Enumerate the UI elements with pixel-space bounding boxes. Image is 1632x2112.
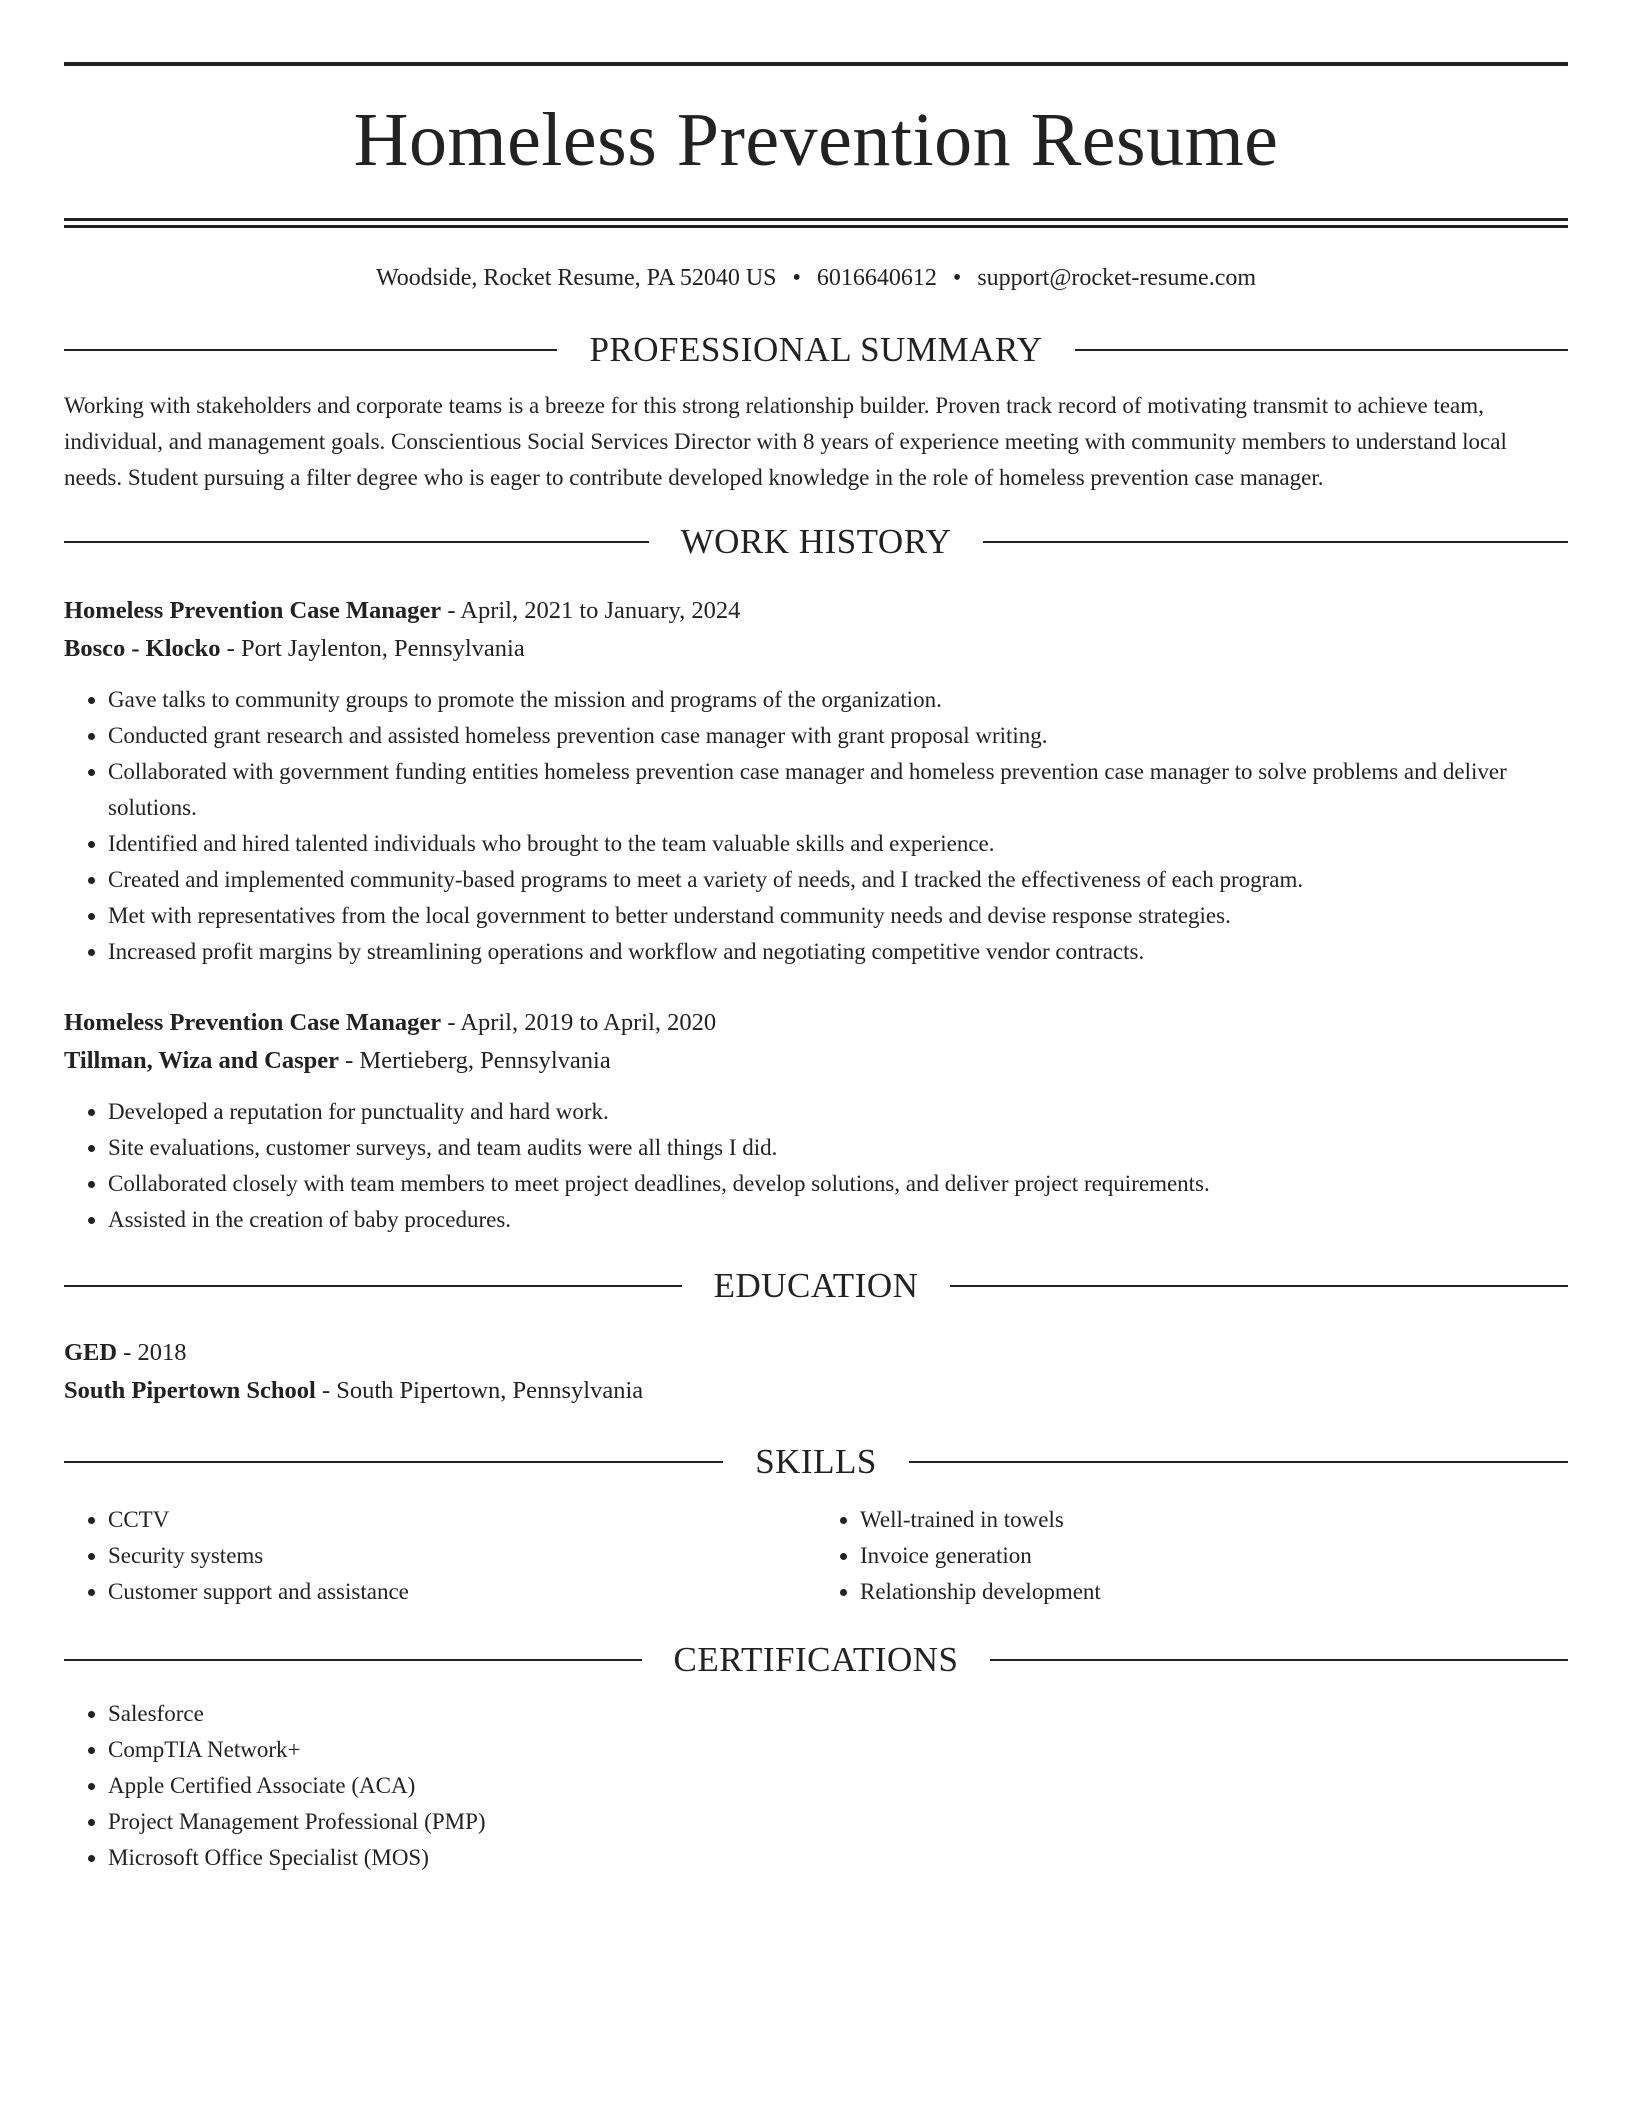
job-entry xyxy=(64,1004,1568,1238)
job-title: Homeless Prevention Case Manager xyxy=(64,597,442,624)
certifications-list xyxy=(64,1696,1568,1876)
education-school: South Pipertown School xyxy=(64,1377,316,1404)
education-degree-line xyxy=(64,1334,1568,1372)
job-dates: - April, 2019 to April, 2020 xyxy=(441,1009,717,1036)
contact-separator: • xyxy=(792,265,801,291)
skills-column-right xyxy=(816,1502,1568,1610)
list-item: • Site evaluations, customer surveys, and team audits were all things I did. xyxy=(108,1130,1568,1166)
heading-rule xyxy=(909,1461,1568,1463)
skills-grid xyxy=(64,1502,1568,1610)
heading-rule xyxy=(950,1285,1568,1287)
section-title: CERTIFICATIONS xyxy=(673,1640,959,1679)
heading-rule xyxy=(64,1659,642,1661)
skills-column-left xyxy=(64,1502,816,1610)
heading-rule xyxy=(64,541,649,543)
section-title: SKILLS xyxy=(755,1442,877,1481)
job-location: - Mertieberg, Pennsylvania xyxy=(339,1047,611,1074)
section-heading-certifications xyxy=(64,1638,1568,1682)
heading-rule xyxy=(64,1285,682,1287)
heading-rule xyxy=(64,349,557,351)
heading-rule xyxy=(1075,349,1568,351)
list-item: • Gave talks to community groups to promote the mission and programs of the organization. xyxy=(108,682,1568,718)
job-title: Homeless Prevention Case Manager xyxy=(64,1009,442,1036)
section-heading-work xyxy=(64,520,1568,564)
job-title-line xyxy=(64,592,1568,630)
list-item: • CompTIA Network+ xyxy=(108,1732,1568,1768)
job-company: Bosco - Klocko xyxy=(64,635,221,662)
section-title: WORK HISTORY xyxy=(680,522,952,561)
list-item: • Conducted grant research and assisted homeless prevention case manager with grant proposal writing. xyxy=(108,718,1568,754)
list-item: • Collaborated closely with team members to meet project deadlines, develop solutions, and deliver project requirements. xyxy=(108,1166,1568,1202)
section-heading-summary xyxy=(64,328,1568,372)
education-degree: GED xyxy=(64,1339,118,1366)
list-item: • Salesforce xyxy=(108,1696,1568,1732)
job-bullets xyxy=(64,682,1568,970)
list-item: • Met with representatives from the local government to better understand community needs and devise response strategies. xyxy=(108,898,1568,934)
summary-text: Working with stakeholders and corporate teams is a breeze for this strong relationship builder. Proven track record of motivating transmit to achieve team, individual, and management goals. Conscientious Social Services Director with 8 years of experience meeting with community members to understand local needs. Student pursuing a filter degree who is eager to contribute developed knowledge in the role of homeless prevention case manager. xyxy=(64,393,1507,490)
heading-rule xyxy=(983,541,1568,543)
job-company: Tillman, Wiza and Casper xyxy=(64,1047,340,1074)
header-top-rule xyxy=(64,62,1568,66)
section-heading-skills xyxy=(64,1440,1568,1484)
job-dates: - April, 2021 to January, 2024 xyxy=(441,597,741,624)
contact-phone: 6016640612 xyxy=(816,265,937,291)
list-item: • Assisted in the creation of baby procedures. xyxy=(108,1202,1568,1238)
list-item: • CCTV xyxy=(108,1502,816,1538)
page-title: Homeless Prevention Resume xyxy=(353,98,1279,182)
job-company-line xyxy=(64,630,1568,668)
section-title: PROFESSIONAL SUMMARY xyxy=(589,330,1043,369)
contact-line xyxy=(64,262,1568,294)
job-bullets xyxy=(64,1094,1568,1238)
list-item: • Invoice generation xyxy=(860,1538,1568,1574)
list-item: • Project Management Professional (PMP) xyxy=(108,1804,1568,1840)
list-item: • Microsoft Office Specialist (MOS) xyxy=(108,1840,1568,1876)
heading-rule xyxy=(990,1659,1568,1661)
heading-rule xyxy=(64,1461,723,1463)
list-item: • Security systems xyxy=(108,1538,816,1574)
job-entry xyxy=(64,592,1568,970)
job-company-line xyxy=(64,1042,1568,1080)
contact-email: support@rocket-resume.com xyxy=(977,265,1257,291)
education-year: - 2018 xyxy=(117,1339,187,1366)
header-double-rule xyxy=(64,218,1568,228)
list-item: • Created and implemented community-based programs to meet a variety of needs, and I tracked the effectiveness of each program. xyxy=(108,862,1568,898)
section-title: EDUCATION xyxy=(713,1266,919,1305)
list-item: • Developed a reputation for punctuality and hard work. xyxy=(108,1094,1568,1130)
list-item: • Customer support and assistance xyxy=(108,1574,816,1610)
list-item: • Well-trained in towels xyxy=(860,1502,1568,1538)
education-school-line xyxy=(64,1372,1568,1410)
job-location: - Port Jaylenton, Pennsylvania xyxy=(220,635,525,662)
list-item: • Apple Certified Associate (ACA) xyxy=(108,1768,1568,1804)
contact-separator: • xyxy=(952,265,962,291)
list-item: • Collaborated with government funding entities homeless prevention case manager and homeless prevention case manager to solve problems and deliver solutions. xyxy=(108,754,1568,826)
list-item: • Relationship development xyxy=(860,1574,1568,1610)
list-item: • Identified and hired talented individuals who brought to the team valuable skills and experience. xyxy=(108,826,1568,862)
education-location: - South Pipertown, Pennsylvania xyxy=(315,1377,644,1404)
education-entry xyxy=(64,1334,1568,1410)
section-heading-education xyxy=(64,1264,1568,1308)
job-title-line xyxy=(64,1004,1568,1042)
contact-address: Woodside, Rocket Resume, PA 52040 US xyxy=(375,265,777,291)
list-item: • Increased profit margins by streamlining operations and workflow and negotiating competitive vendor contracts. xyxy=(108,934,1568,970)
